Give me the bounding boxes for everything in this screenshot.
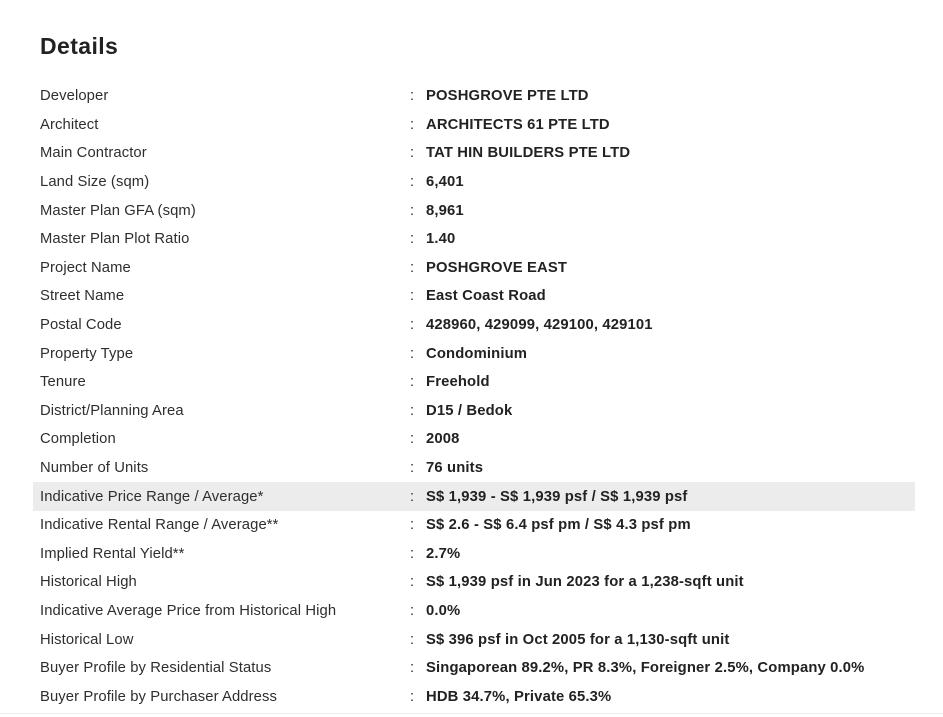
detail-value: 2008: [426, 431, 460, 448]
detail-row: [33, 196, 915, 225]
detail-label: District/Planning Area: [40, 402, 184, 419]
detail-row: [33, 597, 915, 626]
detail-value: S$ 1,939 - S$ 1,939 psf / S$ 1,939 psf: [426, 488, 688, 505]
colon-separator: :: [410, 517, 415, 534]
detail-row: [33, 397, 915, 426]
detail-label: Master Plan GFA (sqm): [40, 202, 196, 219]
colon-separator: :: [410, 259, 415, 276]
details-table: [40, 82, 915, 711]
detail-value: TAT HIN BUILDERS PTE LTD: [426, 145, 631, 162]
detail-label: Project Name: [40, 259, 131, 276]
colon-separator: :: [410, 374, 415, 391]
colon-separator: :: [410, 345, 415, 362]
detail-label: Land Size (sqm): [40, 174, 150, 191]
detail-label: Indicative Rental Range / Average**: [40, 517, 279, 534]
colon-separator: :: [410, 402, 415, 419]
detail-label: Architect: [40, 116, 99, 133]
detail-value: 2.7%: [426, 545, 461, 562]
detail-row: [33, 682, 915, 711]
detail-value: Condominium: [426, 345, 528, 362]
detail-row: [33, 82, 915, 111]
detail-label: Historical High: [40, 574, 137, 591]
colon-separator: :: [410, 574, 415, 591]
detail-label: Tenure: [40, 374, 86, 391]
detail-label: Street Name: [40, 288, 125, 305]
colon-separator: :: [410, 145, 415, 162]
colon-separator: :: [410, 660, 415, 677]
colon-separator: :: [410, 288, 415, 305]
colon-separator: :: [410, 88, 415, 105]
colon-separator: :: [410, 602, 415, 619]
colon-separator: :: [410, 116, 415, 133]
detail-row: [33, 511, 915, 540]
detail-row: [33, 654, 915, 683]
detail-label: Number of Units: [40, 460, 149, 477]
colon-separator: :: [410, 545, 415, 562]
detail-row: [33, 454, 915, 483]
detail-label: Property Type: [40, 345, 134, 362]
detail-value: 76 units: [426, 460, 484, 477]
detail-row: [33, 339, 915, 368]
colon-separator: :: [410, 174, 415, 191]
detail-value: East Coast Road: [426, 288, 546, 305]
colon-separator: :: [410, 431, 415, 448]
detail-value: HDB 34.7%, Private 65.3%: [426, 688, 612, 705]
detail-label: Buyer Profile by Residential Status: [40, 660, 272, 677]
bottom-divider: [0, 713, 943, 714]
colon-separator: :: [410, 460, 415, 477]
detail-value: 1.40: [426, 231, 456, 248]
detail-label: Master Plan Plot Ratio: [40, 231, 190, 248]
colon-separator: :: [410, 488, 415, 505]
detail-row: [33, 139, 915, 168]
detail-row: [33, 368, 915, 397]
detail-row: [33, 168, 915, 197]
detail-row: [33, 425, 915, 454]
detail-value: ARCHITECTS 61 PTE LTD: [426, 116, 610, 133]
detail-value: S$ 396 psf in Oct 2005 for a 1,130-sqft unit: [426, 631, 730, 648]
detail-label: Developer: [40, 88, 109, 105]
colon-separator: :: [410, 317, 415, 334]
detail-value: S$ 1,939 psf in Jun 2023 for a 1,238-sqft unit: [426, 574, 744, 591]
detail-value: 0.0%: [426, 602, 461, 619]
detail-row: [33, 282, 915, 311]
detail-value: 6,401: [426, 174, 464, 191]
detail-row: [33, 482, 915, 511]
detail-row: [33, 311, 915, 340]
detail-value: POSHGROVE PTE LTD: [426, 88, 589, 105]
detail-label: Buyer Profile by Purchaser Address: [40, 688, 277, 705]
detail-row: [33, 540, 915, 569]
detail-label: Implied Rental Yield**: [40, 545, 185, 562]
detail-row: [33, 568, 915, 597]
colon-separator: :: [410, 688, 415, 705]
detail-row: [33, 225, 915, 254]
page-title: Details: [40, 33, 119, 59]
detail-label: Indicative Average Price from Historical High: [40, 602, 337, 619]
detail-value: 8,961: [426, 202, 464, 219]
detail-value: D15 / Bedok: [426, 402, 513, 419]
detail-value: S$ 2.6 - S$ 6.4 psf pm / S$ 4.3 psf pm: [426, 517, 691, 534]
detail-label: Completion: [40, 431, 116, 448]
detail-row: [33, 625, 915, 654]
detail-label: Historical Low: [40, 631, 134, 648]
detail-value: POSHGROVE EAST: [426, 259, 568, 276]
detail-label: Postal Code: [40, 317, 122, 334]
colon-separator: :: [410, 231, 415, 248]
detail-row: [33, 111, 915, 140]
detail-label: Indicative Price Range / Average*: [40, 488, 264, 505]
detail-label: Main Contractor: [40, 145, 147, 162]
detail-row: [33, 254, 915, 283]
detail-value: 428960, 429099, 429100, 429101: [426, 317, 653, 334]
detail-value: Freehold: [426, 374, 490, 391]
detail-value: Singaporean 89.2%, PR 8.3%, Foreigner 2.5%, Company 0.0%: [426, 660, 865, 677]
colon-separator: :: [410, 202, 415, 219]
colon-separator: :: [410, 631, 415, 648]
